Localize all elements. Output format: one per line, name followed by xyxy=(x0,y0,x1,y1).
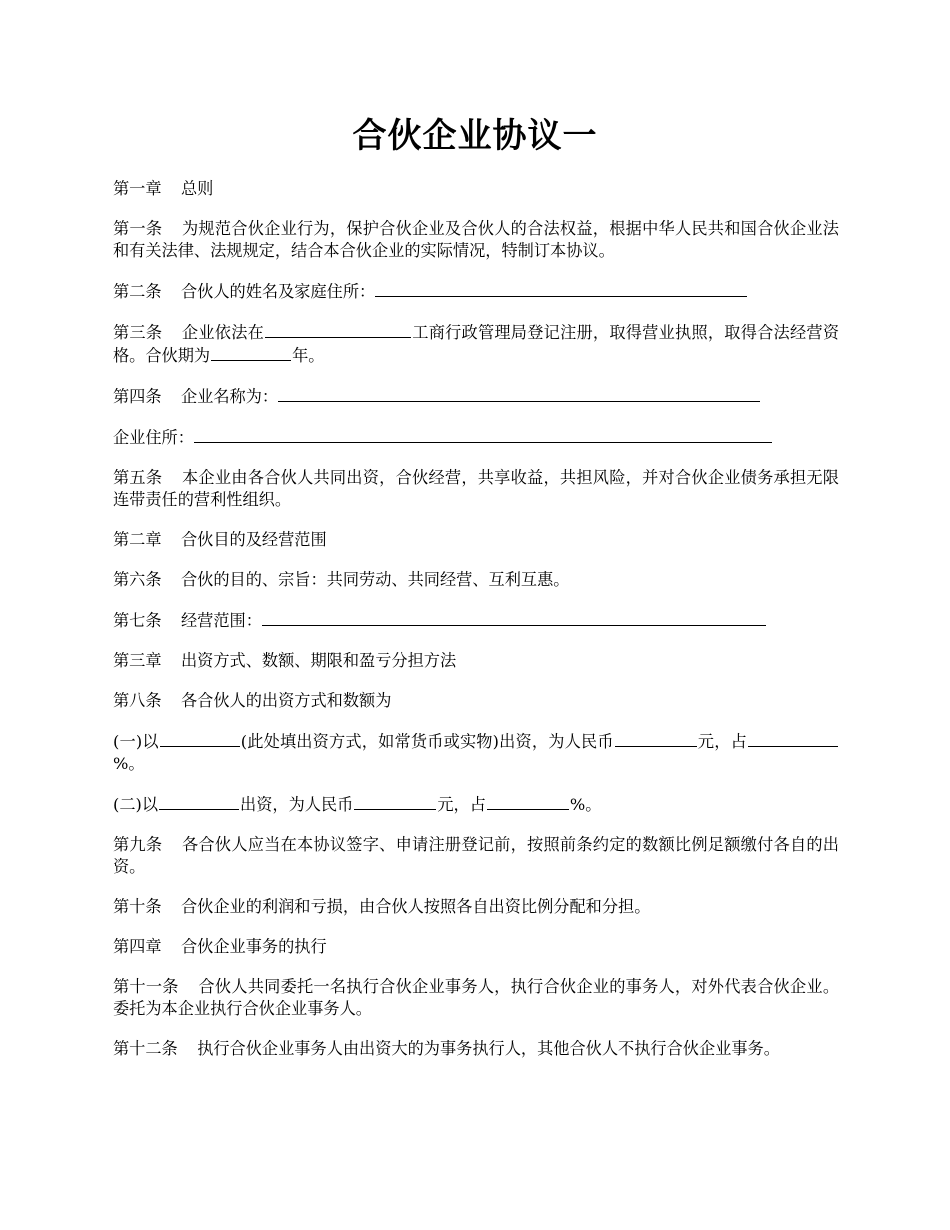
fill-in-blank[interactable] xyxy=(487,793,569,810)
article-text: 各合伙人的出资方式和数额为 xyxy=(181,691,392,710)
article-number: 第四条 xyxy=(113,387,162,406)
chapter-title: 合伙目的及经营范围 xyxy=(181,530,327,549)
article-text: 经营范围： xyxy=(181,611,262,630)
article-paragraph xyxy=(113,426,839,449)
article-paragraph xyxy=(113,896,839,918)
chapter-number: 第二章 xyxy=(113,530,162,549)
article-paragraph xyxy=(113,976,839,1020)
article-number: 第三条 xyxy=(113,323,163,342)
article-number: 第九条 xyxy=(113,835,163,854)
chapter-title: 出资方式、数额、期限和盈亏分担方法 xyxy=(181,651,457,670)
article-paragraph xyxy=(113,1038,839,1060)
fill-in-blank[interactable] xyxy=(375,280,747,297)
article-paragraph xyxy=(113,280,839,303)
article-paragraph xyxy=(113,218,839,262)
item-text: %。 xyxy=(569,795,602,814)
item-text: (一)以 xyxy=(113,732,159,751)
article-text: 工商行政管理局登记注册，取得营业执照，取得合法经营资格。合伙期为 xyxy=(113,323,840,365)
fill-in-blank[interactable] xyxy=(354,793,436,810)
fill-in-blank[interactable] xyxy=(160,730,240,747)
contribution-item xyxy=(113,730,839,775)
article-text: 合伙人的姓名及家庭住所： xyxy=(181,282,376,301)
article-number: 第十条 xyxy=(113,897,162,916)
article-text: 企业住所： xyxy=(113,428,194,447)
article-number: 第十一条 xyxy=(113,977,179,996)
article-text: 为规范合伙企业行为，保护合伙企业及合伙人的合法权益，根据中华人民共和国合伙企业法和有关法律、法规规定，结合本合伙企业的实际情况，特制订本协议。 xyxy=(113,219,839,260)
article-text: 各合伙人应当在本协议签字、申请注册登记前，按照前条约定的数额比例足额缴付各自的出资。 xyxy=(113,835,839,876)
article-text: 年。 xyxy=(292,346,325,365)
item-text: 出资，为人民币 xyxy=(240,795,354,814)
article-text: 企业名称为： xyxy=(181,387,279,406)
fill-in-blank[interactable] xyxy=(194,426,772,443)
article-text: 执行合伙企业事务人由出资大的为事务执行人，其他合伙人不执行合伙企业事务。 xyxy=(197,1039,780,1058)
fill-in-blank[interactable] xyxy=(748,730,838,747)
fill-in-blank[interactable] xyxy=(262,609,766,626)
chapter-heading xyxy=(113,178,839,200)
article-text: 本企业由各合伙人共同出资，合伙经营，共享收益，共担风险，并对合伙企业债务承担无限连带责任的营利性组织。 xyxy=(113,468,839,509)
article-paragraph xyxy=(113,467,839,511)
article-number: 第一条 xyxy=(113,219,163,238)
chapter-heading xyxy=(113,650,839,672)
article-paragraph xyxy=(113,569,839,591)
fill-in-blank[interactable] xyxy=(159,793,239,810)
item-text: 元，占 xyxy=(697,732,747,751)
article-text: 企业依法在 xyxy=(181,323,265,342)
article-text: 合伙的目的、宗旨：共同劳动、共同经营、互利互惠。 xyxy=(181,570,570,589)
item-text: 元，占 xyxy=(437,795,486,814)
document-title: 合伙企业协议一 xyxy=(352,116,598,156)
fill-in-blank[interactable] xyxy=(615,730,697,747)
article-text: 合伙企业的利润和亏损，由合伙人按照各自出资比例分配和分担。 xyxy=(181,897,651,916)
article-text: 合伙人共同委托一名执行合伙企业事务人，执行合伙企业的事务人，对外代表合伙企业。委托为本企业执行合伙企业事务人。 xyxy=(113,977,840,1018)
chapter-title: 总则 xyxy=(181,179,214,198)
document-body xyxy=(113,178,839,1078)
fill-in-blank[interactable] xyxy=(265,321,411,338)
chapter-heading xyxy=(113,936,839,958)
article-paragraph xyxy=(113,690,839,712)
chapter-heading xyxy=(113,529,839,551)
contribution-item xyxy=(113,793,839,816)
item-text: %。 xyxy=(113,754,145,773)
article-number: 第五条 xyxy=(113,468,163,487)
article-paragraph xyxy=(113,321,839,367)
article-number: 第八条 xyxy=(113,691,162,710)
article-number: 第六条 xyxy=(113,570,162,589)
article-number: 第七条 xyxy=(113,611,162,630)
article-number: 第二条 xyxy=(113,282,162,301)
fill-in-blank[interactable] xyxy=(278,385,760,402)
chapter-number: 第一章 xyxy=(113,179,162,198)
chapter-number: 第三章 xyxy=(113,651,162,670)
article-paragraph xyxy=(113,385,839,408)
fill-in-blank[interactable] xyxy=(211,344,291,361)
article-number: 第十二条 xyxy=(113,1039,178,1058)
chapter-number: 第四章 xyxy=(113,937,162,956)
article-paragraph xyxy=(113,834,839,878)
item-text: (二)以 xyxy=(113,795,159,814)
chapter-title: 合伙企业事务的执行 xyxy=(181,937,327,956)
item-text: (此处填出资方式，如常货币或实物)出资，为人民币 xyxy=(240,732,614,751)
article-paragraph xyxy=(113,609,839,632)
